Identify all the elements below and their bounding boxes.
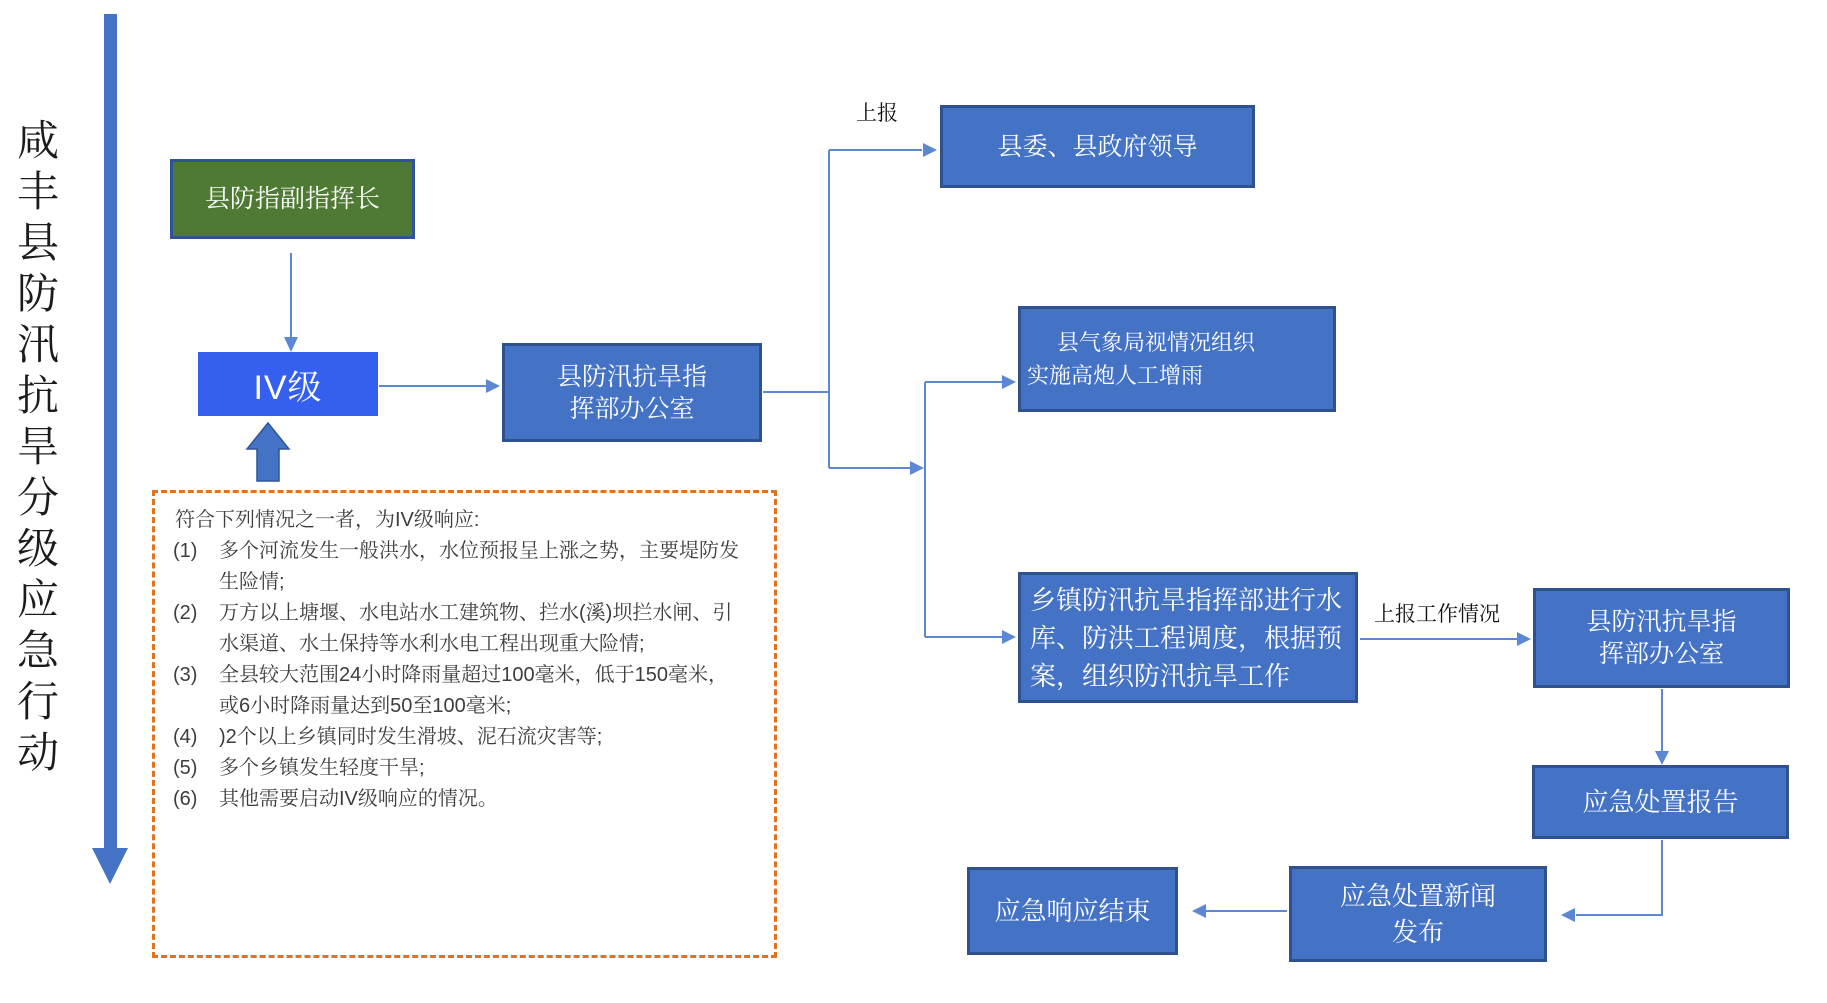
node-label: IV级 xyxy=(253,368,323,407)
connector-report-to-news xyxy=(1576,840,1662,915)
node-disposal-report xyxy=(1532,765,1789,839)
arrowhead-right-icon xyxy=(1517,632,1531,646)
criteria-item-text: 其他需要启动IV级响应的情况。 xyxy=(219,788,498,810)
node-level-iv xyxy=(198,352,378,416)
arrowhead-right-icon xyxy=(1002,375,1016,389)
node-label-line: 县气象局视情况组织 xyxy=(1057,330,1256,355)
block-up-arrow-icon xyxy=(247,423,289,481)
criteria-item-text: 全县较大范围24小时降雨量超过100毫米，低于150毫米，或6小时降雨量达到50至100毫米; xyxy=(219,664,728,717)
criteria-item xyxy=(173,753,760,784)
arrowhead-down-icon xyxy=(284,337,298,352)
criteria-item xyxy=(173,536,760,598)
node-label-line: 发布 xyxy=(1391,917,1444,947)
criteria-item-marker: (3) xyxy=(173,664,198,686)
node-label: 县防指副指挥长 xyxy=(204,185,380,213)
node-label-line: 县防汛抗旱指 xyxy=(1586,608,1737,636)
node-label: 应急处置报告 xyxy=(1582,787,1739,817)
node-label: 县委、县政府领导 xyxy=(997,132,1198,161)
node-response-end xyxy=(967,867,1178,955)
label-report-up: 上报 xyxy=(856,102,898,125)
page-title: 咸丰县防汛抗旱分级应急行动 xyxy=(12,118,59,781)
criteria-item-text: 多个乡镇发生轻度干旱; xyxy=(219,757,425,779)
criteria-item xyxy=(173,784,760,815)
node-news-release xyxy=(1289,866,1547,962)
criteria-item-text: 万方以上塘堰、水电站水工建筑物、拦水(溪)坝拦水闸、引水渠道、水土保持等水利水电工程出现重大险情; xyxy=(219,602,733,655)
criteria-item-marker: (2) xyxy=(173,602,198,624)
criteria-box xyxy=(152,490,777,958)
node-label-line: 县防汛抗旱指 xyxy=(556,362,707,391)
node-label-line: 实施高炮人工增雨 xyxy=(1027,363,1204,388)
arrowhead-right-icon xyxy=(910,461,924,475)
arrowhead-right-icon xyxy=(1002,630,1016,644)
node-label-line: 案，组织防汛抗旱工作 xyxy=(1030,660,1291,691)
criteria-item-marker: (1) xyxy=(173,540,198,562)
node-county-office-2 xyxy=(1533,588,1790,688)
criteria-item xyxy=(173,722,760,753)
arrowhead-down-icon xyxy=(1655,751,1669,765)
node-label: 应急响应结束 xyxy=(994,896,1151,926)
node-county-leaders xyxy=(940,105,1255,188)
arrowhead-left-icon xyxy=(1561,908,1575,922)
criteria-item xyxy=(173,660,760,722)
criteria-item-text: )2个以上乡镇同时发生滑坡、泥石流灾害等; xyxy=(219,726,603,748)
arrowhead-right-icon xyxy=(486,379,500,393)
criteria-heading: 符合下列情况之一者，为IV级响应: xyxy=(175,509,480,531)
node-deputy-commander xyxy=(170,159,415,239)
arrowhead-left-icon xyxy=(1192,904,1206,918)
node-label-line: 乡镇防汛抗旱指挥部进行水 xyxy=(1030,584,1343,615)
timeline-arrow-icon xyxy=(92,14,128,884)
node-label-line: 库、防洪工程调度，根据预 xyxy=(1030,622,1343,653)
node-county-office-1 xyxy=(502,343,762,442)
node-label-line: 应急处置新闻 xyxy=(1339,881,1496,911)
node-weather-bureau xyxy=(1018,306,1336,412)
node-label-line: 挥部办公室 xyxy=(569,394,695,423)
label-report-work: 上报工作情况 xyxy=(1374,603,1500,626)
criteria-item-marker: (5) xyxy=(173,757,198,779)
criteria-item xyxy=(173,598,760,660)
node-label-line: 挥部办公室 xyxy=(1598,640,1724,668)
node-township-hq xyxy=(1018,572,1358,703)
arrowhead-right-icon xyxy=(923,143,937,157)
criteria-item-marker: (4) xyxy=(173,726,198,748)
criteria-item-marker: (6) xyxy=(173,788,198,810)
criteria-item-text: 多个河流发生一般洪水，水位预报呈上涨之势，主要堤防发生险情; xyxy=(219,540,739,593)
